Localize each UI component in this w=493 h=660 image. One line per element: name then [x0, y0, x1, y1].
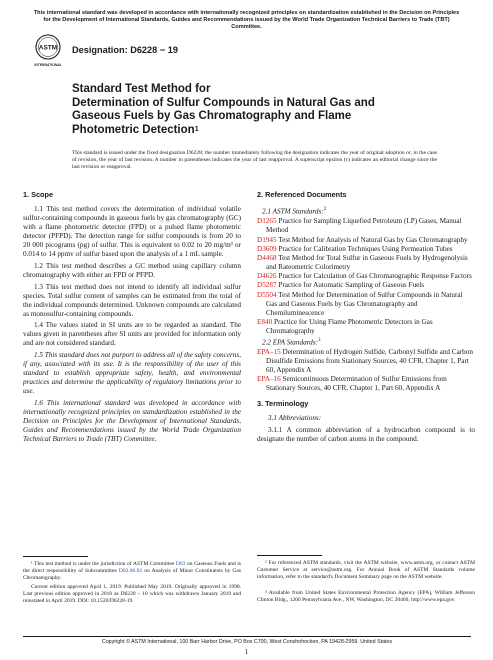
- paragraph-1-4: 1.4 The values stated in SI units are to be regarded as standard. The values given in parentheses after SI units are provided for information only and are not considered standard.: [23, 321, 241, 348]
- issue-note: This standard is issued under the fixed designation D6228; the number immediately following the designation indicates the year of original adoption or, in the case of revision, the year of last revision. A number in parentheses indicates the year of last reapproval. A superscript epsilon (ε) indicates an editorial change since the last revision or reapproval.: [72, 150, 437, 170]
- logo-text: ASTM: [38, 44, 58, 52]
- reference-code-link[interactable]: D5287: [257, 281, 277, 290]
- reference-code-link[interactable]: D5504: [257, 290, 277, 299]
- tbt-notice: This international standard was developed in accordance with internationally recognized principles on standardization established in the Decision on Principles for the Development of International Standards, Guides and Recommendations issued by the World Trade Organization Technical Barriers to Trade (TBT) Committee.: [33, 10, 460, 30]
- reference-code-link[interactable]: E840: [257, 317, 273, 326]
- title-line: Determination of Sulfur Compounds in Natural Gas and: [72, 96, 375, 109]
- paragraph-1-5: 1.5 This standard does not purport to address all of the safety concerns, if any, associated with its use. It is the responsibility of the user of this standard to establish appropriate safety, health, and environmental practices and determine the applicability of regulatory limitations prior to use.: [23, 350, 241, 396]
- title-line: [72, 124, 442, 138]
- subcommittee-link[interactable]: D03.06.02: [118, 568, 143, 574]
- epa-reference-list: [257, 348, 475, 393]
- reference-code-link[interactable]: EPA–16: [257, 375, 281, 384]
- reference-title: Test Method for Total Sulfur in Gaseous Fuels by Hydrogenolysis and Rateometric Colorimetry: [266, 253, 468, 271]
- reference-title: Practice for Using Flame Photometric Detectors in Gas Chromatography: [266, 317, 433, 335]
- section-heading-references: 2. Referenced Documents: [257, 190, 347, 199]
- committee-link[interactable]: D03: [175, 561, 186, 567]
- reference-title: Determination of Hydrogen Sulfide, Carbonyl Sulfide and Carbon Disulfide Emissions from Stationary Sources, 40 CFR, Chapter 1, Part 60, Appendix A: [266, 348, 473, 375]
- reference-title: Practice for Sampling Liquefied Petroleum (LP) Gases, Manual Method: [266, 217, 462, 235]
- reference-item: [257, 348, 475, 375]
- logo-subtext: INTERNATIONAL: [34, 63, 62, 67]
- reference-code-link[interactable]: D1265: [257, 217, 277, 226]
- epa-standards-label: 2.2 EPA Standards:: [262, 338, 318, 347]
- title-line-text: Photometric Detection: [72, 123, 195, 136]
- reference-title: Test Method for Analysis of Natural Gas by Gas Chromatography: [276, 235, 468, 244]
- reference-item: [257, 254, 475, 272]
- footer-divider: [23, 636, 471, 637]
- footnote-1: [23, 561, 241, 608]
- reference-item: [257, 236, 475, 245]
- title-line: Standard Test Method for: [72, 83, 211, 95]
- right-column: [257, 190, 475, 447]
- reference-item: [257, 291, 475, 318]
- reference-code-link[interactable]: D4626: [257, 272, 277, 281]
- footnote-1-part: on Gaseous Fuels and is the direct responsibility of Subcommittee: [23, 561, 241, 574]
- designation: Designation: D6228 − 19: [72, 45, 178, 55]
- reference-title: Practice for Calibration Techniques Using Permeation Tubes: [276, 244, 453, 253]
- footnote-2-text: ² For referenced ASTM standards, visit the ASTM website, www.astm.org, or contact ASTM Customer Service at service@astm.org. For Annual Book of ASTM Standards volume information, refer to the standard's Document Summary page on the ASTM website.: [257, 560, 475, 580]
- footnote-2: [257, 560, 475, 583]
- paragraph-1-2: 1.2 This test method describes a GC method using capillary column chromatography with either an FPD or PFPD.: [23, 261, 241, 280]
- copyright: Copyright © ASTM International, 100 Barr Harbor Drive, PO Box C700, West Conshohocken, PA 19428-2959. United States: [101, 639, 393, 645]
- paragraph-1-6: 1.6 This international standard was developed in accordance with internationally recognized principles on standardization established in the Decision on Principles for the Development of International Standards, Guides and Recommendations issued by the World Trade Organization Technical Barriers to Trade (TBT) Committee.: [23, 398, 241, 444]
- document-title: [72, 83, 442, 137]
- reference-item: [257, 272, 475, 281]
- footnote-divider-left: [23, 556, 88, 557]
- reference-title: Test Method for Determination of Sulfur Compounds in Natural Gas and Gaseous Fuels by Gas Chromatography and Chemiluminescence: [266, 290, 463, 317]
- reference-title: Practice for Automatic Sampling of Gaseous Fuels: [276, 281, 425, 290]
- section-heading-terminology: 3. Terminology: [257, 399, 309, 409]
- page-number: 1: [244, 648, 249, 656]
- reference-item: [257, 318, 475, 336]
- reference-code-link[interactable]: D4468: [257, 253, 277, 262]
- footnote-1-text: [23, 561, 241, 582]
- astm-standards-heading: [257, 205, 475, 216]
- footnote-ref: 2: [323, 207, 327, 212]
- astm-reference-list: [257, 217, 475, 335]
- reference-title: Semicontinuous Determination of Sulfur Emissions from Stationary Sources, 40 CFR, Chapter 1, Part 60, Appendix A: [266, 375, 447, 393]
- footnote-1-edition: Current edition approved April 1, 2019. Published May 2019. Originally approved in 1998. Last previous edition approved in 2010 as D6228 – 10 which was withdrawn January 2019 and reinstated in April 2019. DOI: 10.1520/D6228-19.: [23, 584, 241, 605]
- footnote-3-text: ³ Available from United States Environmental Protection Agency (EPA), William Jefferson Clinton Bldg., 1200 Pennsylvania Ave., NW, Washington, DC 20460, http://www.epa.gov.: [257, 590, 475, 603]
- paragraph-1-3: 1.3 This test method does not intend to identify all individual sulfur species. Total sulfur content of samples can be estimated from the total of the individual compounds determined. Unknown compounds are calculated as monosulfur-containing compounds.: [23, 282, 241, 318]
- reference-code-link[interactable]: D1945: [257, 235, 277, 244]
- footnote-1-part: on Analysis of Minor Constituents by Gas Chromatography.: [23, 568, 241, 581]
- reference-code-link[interactable]: EPA–15: [257, 348, 281, 357]
- paragraph-3-1: 3.1 Abbreviations:: [268, 414, 322, 423]
- footnote-3: [257, 590, 475, 606]
- section-heading-scope: 1. Scope: [23, 190, 54, 199]
- footnote-1-part: ¹ This test method is under the jurisdiction of ASTM Committee: [31, 561, 176, 567]
- paragraph-3-1-1: 3.1.1 A common abbreviation of a hydrocarbon compound is to designate the number of carbon atoms in the compound.: [257, 425, 475, 444]
- astm-standards-label: 2.1 ASTM Standards:: [262, 207, 324, 216]
- astm-logo: [33, 34, 63, 70]
- reference-item: [257, 245, 475, 254]
- footnote-ref: 3: [317, 337, 321, 343]
- title-footnote-mark: 1: [194, 125, 199, 133]
- reference-title: Practice for Calculation of Gas Chromatographic Response Factors: [276, 272, 472, 281]
- epa-standards-heading: [257, 336, 475, 347]
- title-line: Gaseous Fuels by Gas Chromatography and Flame: [72, 110, 352, 122]
- left-column: [23, 190, 241, 447]
- reference-item: [257, 217, 475, 235]
- reference-item: [257, 281, 475, 290]
- paragraph-1-1: 1.1 This test method covers the determination of individual volatile sulfur-containing compounds in gaseous fuels by gas chromatography (GC) with a flame photometric detector (FPD) or a pulsed flame photometric detector (PFPD). The detection range for sulfur compounds is from 20 to 20 000 picograms (pg) of sulfur. This is equivalent to 0.02 to 20 mg/m³ or 0.014 to 14 ppmv of sulfur based upon the analysis of a 1 mL sample.: [23, 205, 241, 259]
- footnote-divider-right: [257, 555, 322, 556]
- reference-code-link[interactable]: D3609: [257, 244, 277, 253]
- reference-item: [257, 375, 475, 393]
